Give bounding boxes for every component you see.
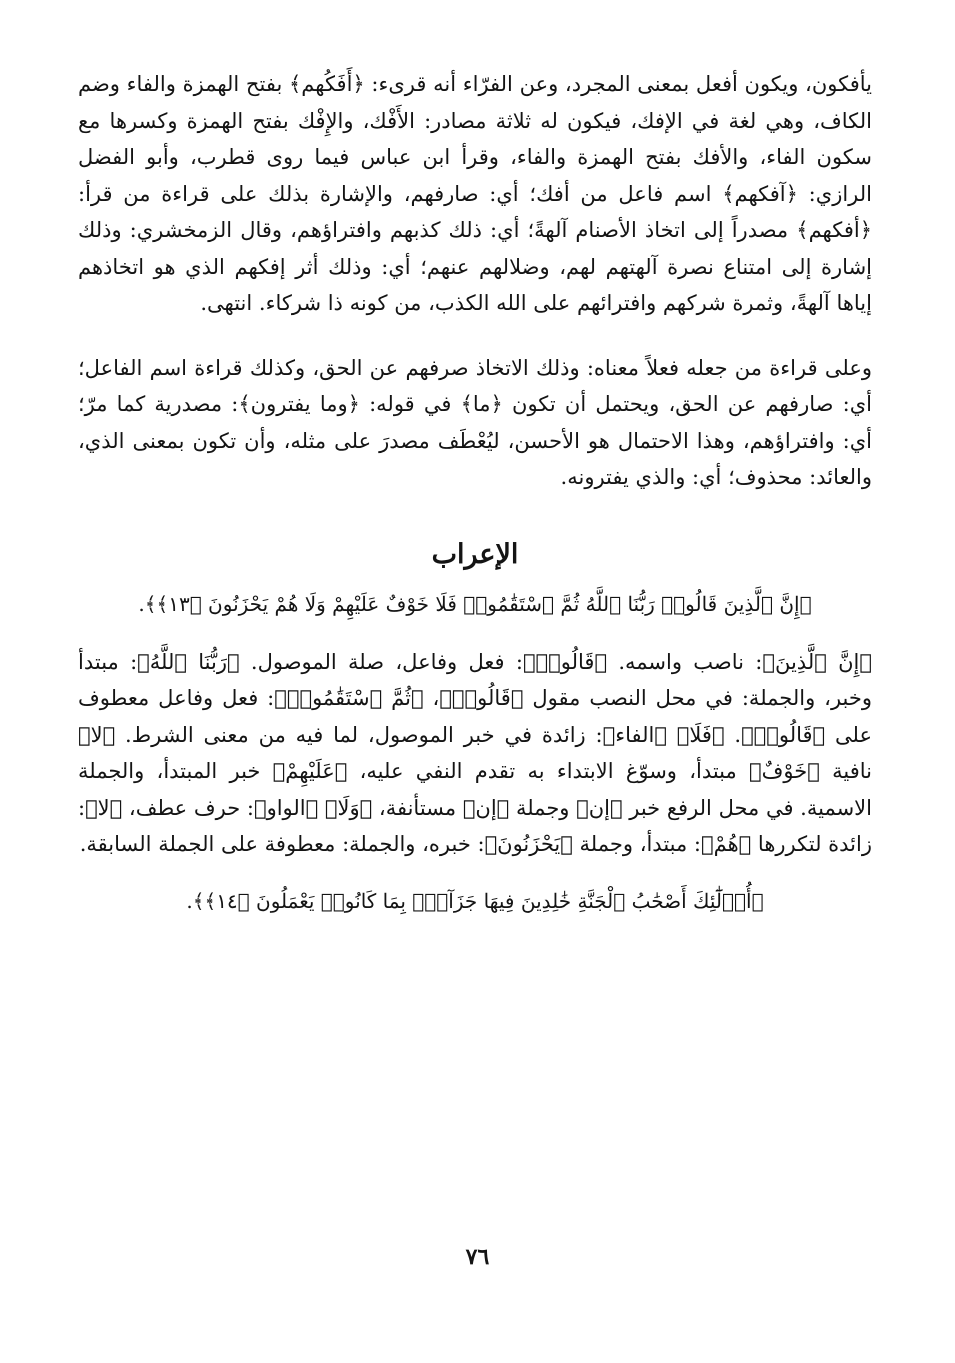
commentary-paragraph-1: يأفكون، ويكون أفعل بمعنى المجرد، وعن الفرّاء أنه قرىء: ﴿أَفَكُهم﴾ بفتح الهمزة والفاء وضم الكاف، وهي لغة في الإفك، فيكون له ثلاثة مصادر: الأَفْك، والإِفْك بفتح الهمزة وكسرها مع سكون الفاء، والأفك بفتح الهمزة والفاء، وقرأ ابن عباس فيما روى قطرب، وأبو الفضل الرازي: ﴿آفكهم﴾ اسم فاعل من أفك؛ أي: صارفهم، والإشارة بذلك على قراءة من قرأ: ﴿أفكهم﴾ مصدراً إلى اتخاذ الأصنام آلهةً؛ أي: ذلك كذبهم وافتراؤهم، وقال الزمخشري: وذلك إشارة إلى امتناع نصرة آلهتهم لهم، وضلالهم عنهم؛ أي: وذلك أثر إفكهم الذي هو اتخاذهم إياها آلهةً، وثمرة شركهم وافترائهم على الله الكذب، من كونه ذا شركاء. انتهى.	[78, 72, 872, 315]
page-body	[78, 66, 872, 919]
section-heading: الإعراب	[431, 538, 519, 570]
grammar-analysis-paragraph: ﴿إِنَّ ٱلَّذِينَ﴾: ناصب واسمه. ﴿قَالُوا۟﴾: فعل وفاعل، صلة الموصول. ﴿رَبُّنَا ٱللَّهُ﴾: مبتدأ وخبر، والجملة: في محل النصب مقول ﴿قَالُوا۟﴾، ﴿ثُمَّ ٱسْتَقَٰمُوا۟﴾: فعل وفاعل معطوف على ﴿قَالُوا۟﴾. ﴿فَلَا﴾ ﴿الفاء﴾: زائدة في خبر الموصول، لما فيه من معنى الشرط. ﴿لا﴾ نافية ﴿خَوْفٌ﴾ مبتدأ، وسوّغ الابتداء به تقدم النفي عليه، ﴿عَلَيْهِمْ﴾ خبر المبتدأ، والجملة الاسمية. في محل الرفع خبر ﴿إن﴾ وجملة ﴿إن﴾ مستأنفة، ﴿وَلَا﴾ ﴿الواو﴾: حرف عطف، ﴿لا﴾: زائدة لتكررها ﴿هُمْ﴾: مبتدأ، وجملة ﴿يَحْزَنُونَ﴾: خبره، والجملة: معطوفة على الجملة السابقة.	[78, 649, 872, 856]
page-number: ٧٦	[465, 1244, 490, 1270]
quran-verse-14: ﴿أُو۟لَٰٓئِكَ أَصْحَٰبُ ٱلْجَنَّةِ خَٰلِدِينَ فِيهَا جَزَآءًۢ بِمَا كَانُوا۟ يَعْمَلُونَ ﴿١٤﴾﴾.	[186, 888, 764, 913]
quran-verse-13: ﴿إِنَّ ٱلَّذِينَ قَالُوا۟ رَبُّنَا ٱللَّهُ ثُمَّ ٱسْتَقَٰمُوا۟ فَلَا خَوْفٌ عَلَيْهِمْ وَلَا هُمْ يَحْزَنُونَ ﴿١٣﴾﴾.	[138, 591, 812, 616]
commentary-paragraph-2: وعلى قراءة من جعله فعلاً معناه: وذلك الاتخاذ صرفهم عن الحق، وكذلك قراءة اسم الفاعل؛ أي: صارفهم عن الحق، ويحتمل أن تكون ﴿ما﴾ في قوله: ﴿وما يفترون﴾: مصدرية كما مرّ؛ أي: وافتراؤهم، وهذا الاحتمال هو الأحسن، ليُعْطَف مصدرَ على مثله، وأن تكون بمعنى الذي، والعائد: محذوف؛ أي: والذي يفترونه.	[78, 355, 872, 489]
